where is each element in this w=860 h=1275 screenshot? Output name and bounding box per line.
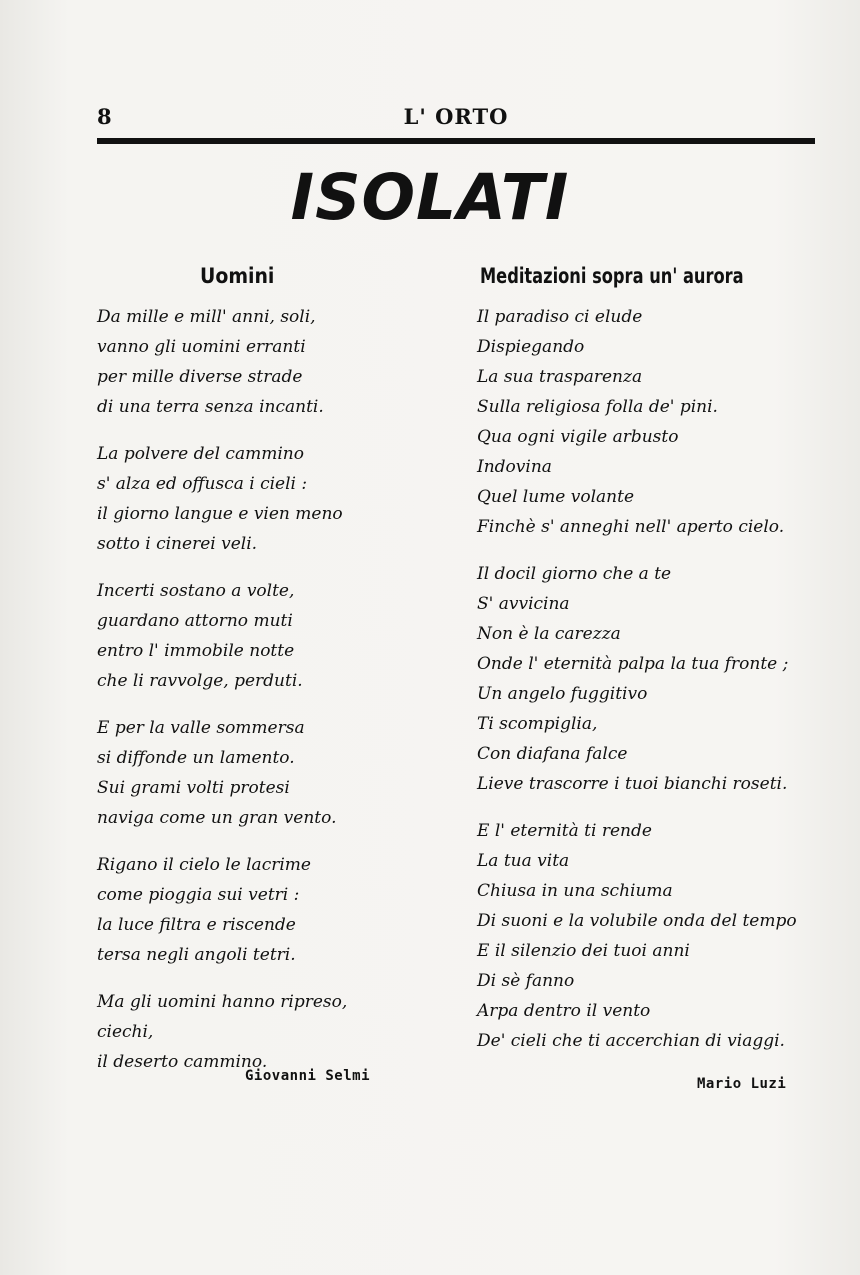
left-poem-body	[97, 302, 457, 1094]
poem-line: Onde l' eternità palpa la tua fronte ;	[477, 654, 789, 674]
journal-name: L' ORTO	[403, 104, 509, 129]
poem-line: E l' eternità ti rende	[477, 821, 652, 841]
right-poem-author: Mario Luzi	[697, 1076, 787, 1092]
stanza	[477, 559, 822, 799]
main-title: ISOLATI	[290, 161, 570, 234]
poem-line: La sua trasparenza	[477, 367, 643, 387]
poem-line: il deserto cammino.	[97, 1052, 268, 1072]
poem-line: guardano attorno muti	[97, 611, 293, 631]
poem-line: si diffonde un lamento.	[97, 748, 295, 768]
header-rule	[97, 138, 815, 144]
poem-line: Lieve trascorre i tuoi bianchi roseti.	[477, 774, 788, 794]
stanza	[97, 302, 457, 422]
poem-line: la luce filtra e riscende	[97, 915, 296, 935]
poem-line: E il silenzio dei tuoi anni	[477, 941, 690, 961]
poem-line: per mille diverse strade	[97, 367, 303, 387]
poem-line: Incerti sostano a volte,	[97, 581, 295, 601]
poem-line: vanno gli uomini erranti	[97, 337, 306, 357]
poem-line: Ti scompiglia,	[477, 714, 598, 734]
poem-line: Indovina	[477, 457, 552, 477]
stanza	[97, 439, 457, 559]
poem-line: Ma gli uomini hanno ripreso,	[97, 992, 348, 1012]
stanza	[477, 302, 822, 542]
poem-line: La tua vita	[477, 851, 570, 871]
poem-line: Il paradiso ci elude	[477, 307, 643, 327]
poem-line: di una terra senza incanti.	[97, 397, 324, 417]
poem-line: Con diafana falce	[477, 744, 628, 764]
poem-line: Quel lume volante	[477, 487, 635, 507]
poem-line: come pioggia sui vetri :	[97, 885, 300, 905]
poem-line: Di suoni e la volubile onda del tempo	[477, 911, 797, 931]
stanza	[97, 576, 457, 696]
stanza	[97, 850, 457, 970]
poem-line: Qua ogni vigile arbusto	[477, 427, 679, 447]
poem-line: naviga come un gran vento.	[97, 808, 337, 828]
stanza	[97, 987, 457, 1077]
poem-line: Sui grami volti protesi	[97, 778, 290, 798]
poem-line: ciechi,	[97, 1022, 154, 1042]
poem-line: Non è la carezza	[477, 624, 621, 644]
poem-line: Da mille e mill' anni, soli,	[97, 307, 316, 327]
page-number: 8	[97, 104, 112, 129]
stanza	[97, 713, 457, 833]
poem-line: Chiusa in una schiuma	[477, 881, 673, 901]
poem-line: Rigano il cielo le lacrime	[97, 855, 311, 875]
poem-line: Il docil giorno che a te	[477, 564, 672, 584]
poem-line: che li ravvolge, perduti.	[97, 671, 303, 691]
poem-line: il giorno langue e vien meno	[97, 504, 343, 524]
poem-line: Finchè s' anneghi nell' aperto cielo.	[477, 517, 785, 537]
page-header	[97, 104, 815, 134]
poem-line: entro l' immobile notte	[97, 641, 295, 661]
right-poem-body	[477, 302, 822, 1073]
poem-line: tersa negli angoli tetri.	[97, 945, 296, 965]
poem-line: sotto i cinerei veli.	[97, 534, 258, 554]
poem-line: E per la valle sommersa	[97, 718, 305, 738]
poem-line: Dispiegando	[477, 337, 585, 357]
poem-line: Sulla religiosa folla de' pini.	[477, 397, 718, 417]
poem-line: De' cieli che ti accerchian di viaggi.	[477, 1031, 785, 1051]
poem-line: s' alza ed offusca i cieli :	[97, 474, 308, 494]
poem-line: Di sè fanno	[477, 971, 575, 991]
stanza	[477, 816, 822, 1056]
right-poem-title: Meditazioni sopra un' aurora	[480, 264, 744, 288]
poem-line: S' avvicina	[477, 594, 570, 614]
poem-line: La polvere del cammino	[97, 444, 304, 464]
left-poem-title: Uomini	[200, 264, 275, 288]
left-poem-author: Giovanni Selmi	[245, 1068, 371, 1084]
poem-line: Un angelo fuggitivo	[477, 684, 648, 704]
poem-line: Arpa dentro il vento	[477, 1001, 651, 1021]
